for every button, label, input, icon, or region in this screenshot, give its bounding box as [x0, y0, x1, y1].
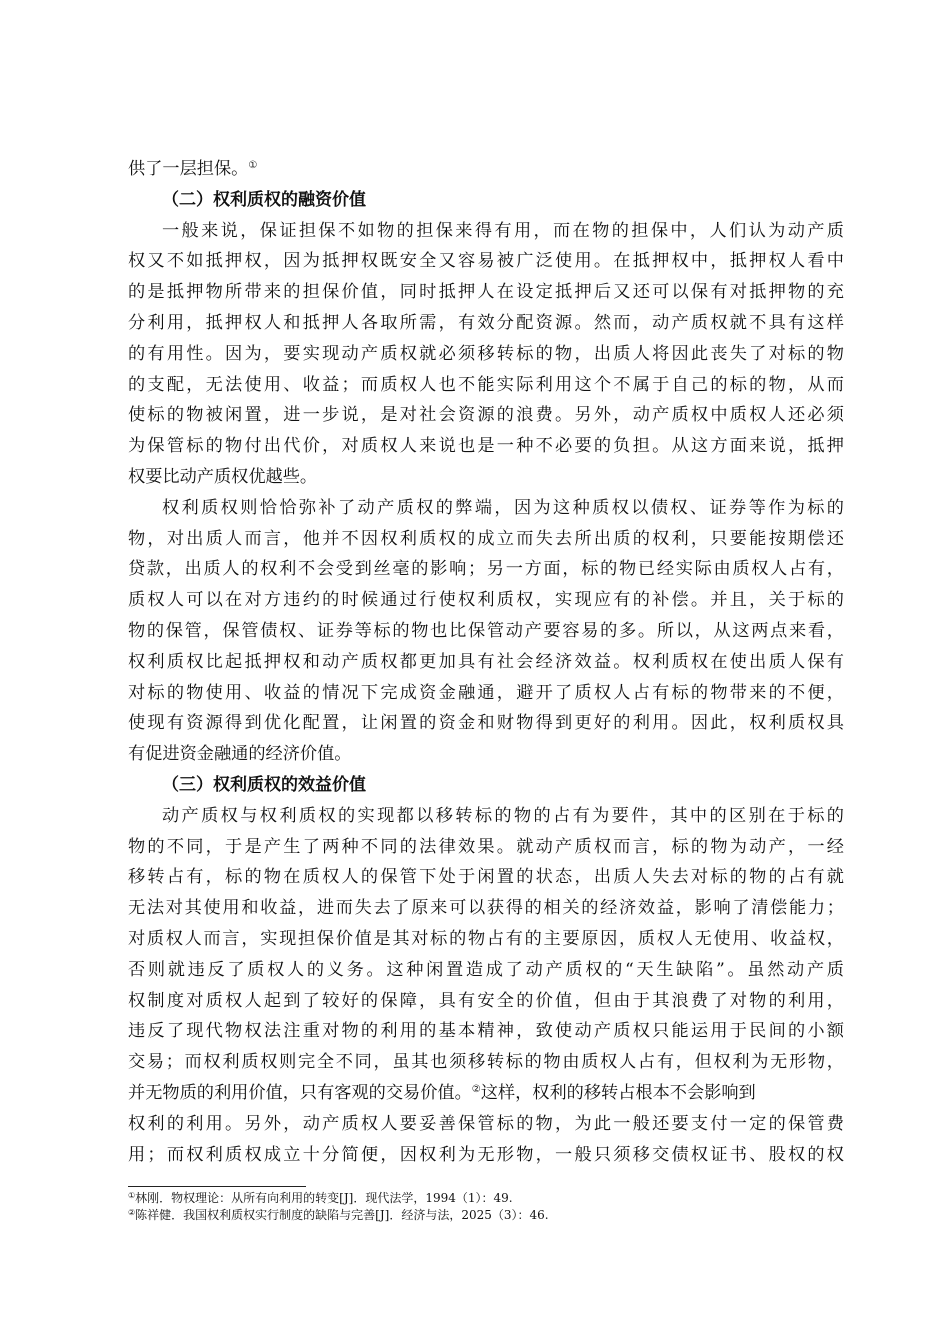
- paragraph-line: 为保管标的物付出代价，对质权人来说也是一种不必要的负担。从这方面来说，抵押: [128, 436, 844, 457]
- paragraph-line: 使标的物被闲置，进一步说，是对社会资源的浪费。另外，动产质权中质权人还必须: [128, 405, 844, 426]
- paragraph-line: 违反了现代物权法注重对物的利用的基本精神，致使动产质权只能运用于民间的小额: [128, 1021, 844, 1042]
- footnote-divider: [128, 1186, 306, 1187]
- paragraph-line: 供了一层担保。①: [128, 159, 258, 179]
- paragraph-line: 物的保管，保管债权、证券等标的物也比保管动产要容易的多。所以，从这两点来看，: [128, 620, 844, 641]
- footnote-item: [128, 1207, 844, 1224]
- paragraph-line: 权利质权比起抵押权和动产质权都更加具有社会经济效益。权利质权在使出质人保有: [128, 651, 844, 672]
- paragraph-line: 分利用，抵押权人和抵押人各取所需，有效分配资源。然而，动产质权就不具有这样: [128, 312, 844, 333]
- paragraph-line: 物的不同，于是产生了两种不同的法律效果。就动产质权而言，标的物为动产，一经: [128, 836, 844, 857]
- body-text: [128, 154, 844, 1170]
- paragraph-line: 权又不如抵押权，因为抵押权既安全又容易被广泛使用。在抵押权中，抵押权人看中: [128, 251, 844, 272]
- paragraph-line: 交易；而权利质权则完全不同，虽其也须移转标的物由质权人占有，但权利为无形物，: [128, 1052, 844, 1073]
- paragraph-line: 权要比动产质权优越些。: [128, 466, 318, 487]
- paragraph-line: 无法对其使用和收益，进而失去了原来可以获得的相关的经济效益，影响了清偿能力；: [128, 898, 844, 919]
- paragraph-line: 权利质权则恰恰弥补了动产质权的弊端，因为这种质权以债权、证券等作为标的: [162, 497, 844, 518]
- paragraph-line: 的支配，无法使用、收益；而质权人也不能实际利用这个不属于自己的标的物，从而: [128, 374, 844, 395]
- paragraph-line: 移转占有，标的物在质权人的保管下处于闲置的状态，出质人失去对标的物的占有就: [128, 867, 844, 888]
- paragraph-line: 权利的利用。另外，动产质权人要妥善保管标的物，为此一般还要支付一定的保管费: [128, 1113, 844, 1134]
- paragraph-line: 对标的物使用、收益的情况下完成资金融通，避开了质权人占有标的物带来的不便，: [128, 682, 844, 703]
- paragraph-line: 用；而权利质权成立十分简便，因权利为无形物，一般只须移交债权证书、股权的权: [128, 1144, 844, 1165]
- paragraph-line: 并无物质的利用价值，只有客观的交易价值。②这样，权利的移转占根本不会影响到: [128, 1082, 756, 1103]
- paragraph-line: 否则就违反了质权人的义务。这种闲置造成了动产质权的“天生缺陷”。虽然动产质: [128, 959, 844, 980]
- footnote-text: 陈祥健．我国权利质权实行制度的缺陷与完善[J]．经济与法，2025（3）：46.: [135, 1208, 549, 1222]
- paragraph-line: 的有用性。因为，要实现动产质权就必须移转标的物，出质人将因此丧失了对标的物: [128, 343, 844, 364]
- footnote-ref[interactable]: ①: [248, 160, 258, 171]
- footnote-item: [128, 1190, 844, 1207]
- footnote-text: 林刚．物权理论：从所有向利用的转变[J]．现代法学，1994（1）：49.: [135, 1191, 513, 1205]
- paragraph-line: 一般来说，保证担保不如物的担保来得有用，而在物的担保中，人们认为动产质: [162, 220, 844, 241]
- paragraph-line: 权制度对质权人起到了较好的保障，具有安全的价值，但由于其浪费了对物的利用，: [128, 990, 844, 1011]
- section-heading: （三）权利质权的效益价值: [162, 774, 366, 795]
- paragraph-line: 质权人可以在对方违约的时候通过行使权利质权，实现应有的补偿。并且，关于标的: [128, 590, 844, 611]
- paragraph-line: 动产质权与权利质权的实现都以移转标的物的占有为要件，其中的区别在于标的: [162, 805, 844, 826]
- paragraph-line: 有促进资金融通的经济价值。: [128, 744, 352, 765]
- footnotes: [128, 1190, 844, 1224]
- paragraph-line: 物，对出质人而言，他并不因权利质权的成立而失去所出质的权利，只要能按期偿还: [128, 528, 844, 549]
- paragraph-line: 对质权人而言，实现担保价值是其对标的物占有的主要原因，质权人无使用、收益权，: [128, 928, 844, 949]
- section-heading: （二）权利质权的融资价值: [162, 189, 366, 210]
- footnote-ref[interactable]: ②: [471, 1083, 481, 1095]
- paragraph-line: 贷款，出质人的权利不会受到丝毫的影响；另一方面，标的物已经实际由质权人占有，: [128, 559, 844, 580]
- paragraph-line: 使现有资源得到优化配置，让闲置的资金和财物得到更好的利用。因此，权利质权具: [128, 713, 844, 734]
- footnote-mark: ①: [128, 1191, 136, 1200]
- paragraph-line: 的是抵押物所带来的担保价值，同时抵押人在设定抵押后又还可以保有对抵押物的充: [128, 282, 844, 303]
- footnote-mark: ②: [128, 1208, 136, 1217]
